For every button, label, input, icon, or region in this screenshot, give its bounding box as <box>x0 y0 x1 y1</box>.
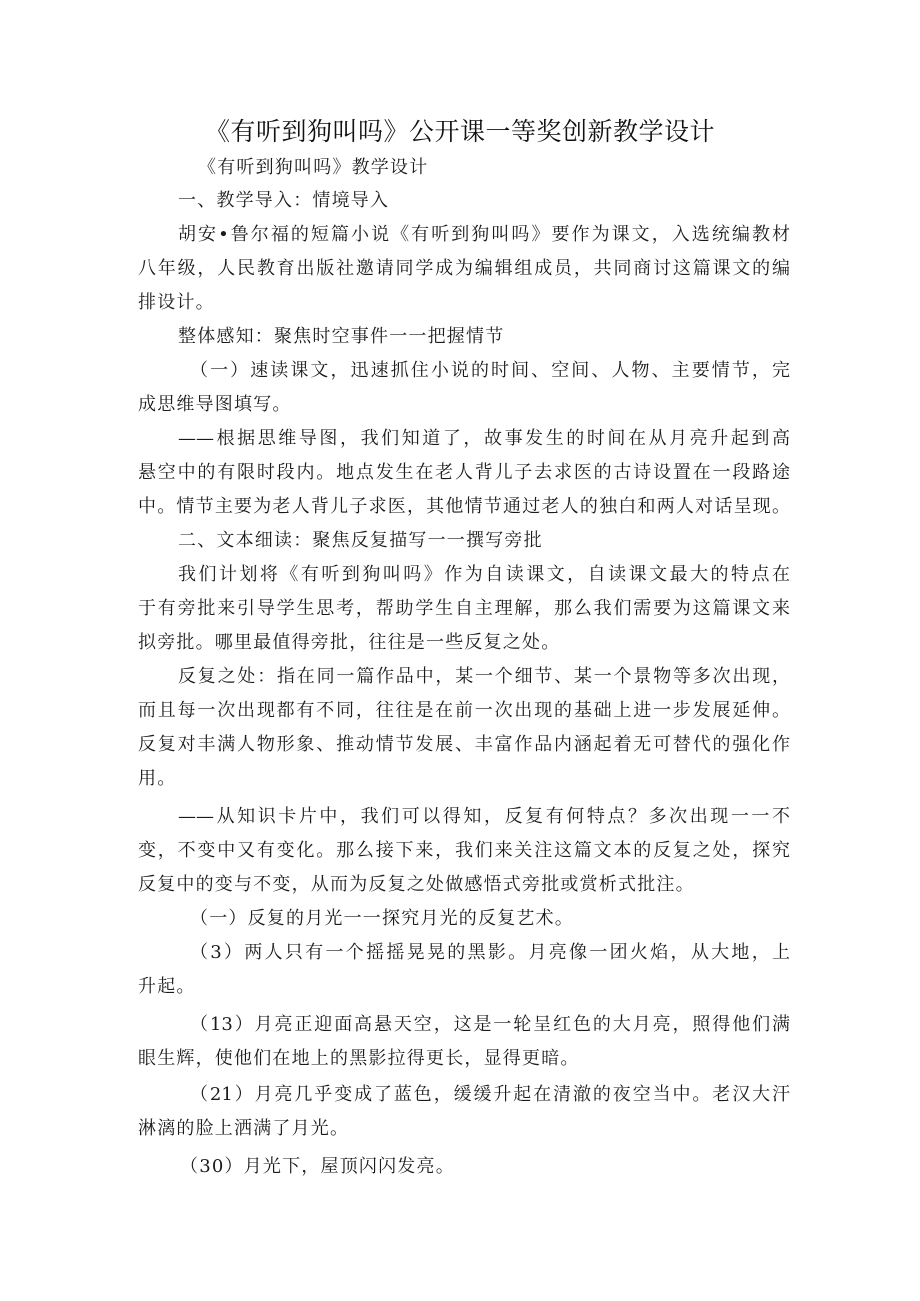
paragraph-line: 排设计。 <box>138 292 215 313</box>
paragraph-line: 变，不变中又有变化。那么接下来，我们来关注这篇文本的反复之处，探究 <box>138 840 790 861</box>
paragraph-line: 反复之处：指在同一篇作品中，某一个细节、某一个景物等多次出现， <box>178 666 790 687</box>
paragraph-line: 用。 <box>138 768 177 789</box>
paragraph-line: 胡安•鲁尔福的短篇小说《有听到狗叫吗》要作为课文，入选统编教材 <box>178 224 790 245</box>
paragraph-line: 于有旁批来引导学生思考，帮助学生自主理解，那么我们需要为这篇课文来 <box>138 598 790 619</box>
paragraph-line: 成思维导图填写。 <box>138 394 292 415</box>
subtitle: 《有听到狗叫吗》教学设计 <box>198 157 429 178</box>
quote-line: （30）月光下，屋顶闪闪发亮。 <box>180 1156 455 1177</box>
paragraph-line: ——根据思维导图，我们知道了，故事发生的时间在从月亮升起到高 <box>178 428 790 449</box>
paragraph-line: 而且每一次出现都有不同，往往是在前一次出现的基础上进一步发展延伸。 <box>138 700 790 721</box>
quote-line: （3）两人只有一个摇摇晃晃的黑影。月亮像一团火焰，从大地，上 <box>190 942 790 963</box>
document-title: 《有听到狗叫吗》公开课一等奖创新教学设计 <box>204 117 715 146</box>
paragraph-line: 反复对丰满人物形象、推动情节发展、丰富作品内涵起着无可替代的强化作 <box>138 734 790 755</box>
paragraph-line: 中。情节主要为老人背儿子求医，其他情节通过老人的独白和两人对话呈现。 <box>138 496 790 517</box>
paragraph-line: 我们计划将《有听到狗叫吗》作为自读课文，自读课文最大的特点在 <box>178 564 790 585</box>
paragraph-line: 拟旁批。哪里最值得旁批，往往是一些反复之处。 <box>138 632 561 653</box>
quote-line: 眼生辉，使他们在地上的黑影拉得更长，显得更暗。 <box>138 1048 580 1069</box>
quote-line: （13）月亮正迎面高悬天空，这是一轮呈红色的大月亮，照得他们满 <box>190 1014 790 1035</box>
section-heading-1: 一、教学导入：情境导入 <box>178 190 390 211</box>
quote-line: （21）月亮几乎变成了蓝色，缓缓升起在清澈的夜空当中。老汉大汗 <box>190 1084 790 1105</box>
section-heading-2: 二、文本细读：聚焦反复描写一一撰写旁批 <box>178 530 543 551</box>
paragraph-line: 悬空中的有限时段内。地点发生在老人背儿子去求医的古诗设置在一段路途 <box>138 462 790 483</box>
quote-line: 升起。 <box>138 976 196 997</box>
subsection-heading: （一）反复的月光一一探究月光的反复艺术。 <box>190 908 574 929</box>
paragraph-line: 反复中的变与不变，从而为反复之处做感悟式旁批或赏析式批注。 <box>138 874 695 895</box>
paragraph-line: （一）速读课文，迅速抓住小说的时间、空间、人物、主要情节，完 <box>190 360 790 381</box>
paragraph-line: ——从知识卡片中，我们可以得知，反复有何特点？多次出现一一不 <box>178 806 790 827</box>
quote-line: 淋漓的脸上洒满了月光。 <box>138 1118 350 1139</box>
paragraph-line: 八年级，人民教育出版社邀请同学成为编辑组成员，共同商讨这篇课文的编 <box>138 258 790 279</box>
section-heading: 整体感知：聚焦时空事件一一把握情节 <box>178 326 505 347</box>
